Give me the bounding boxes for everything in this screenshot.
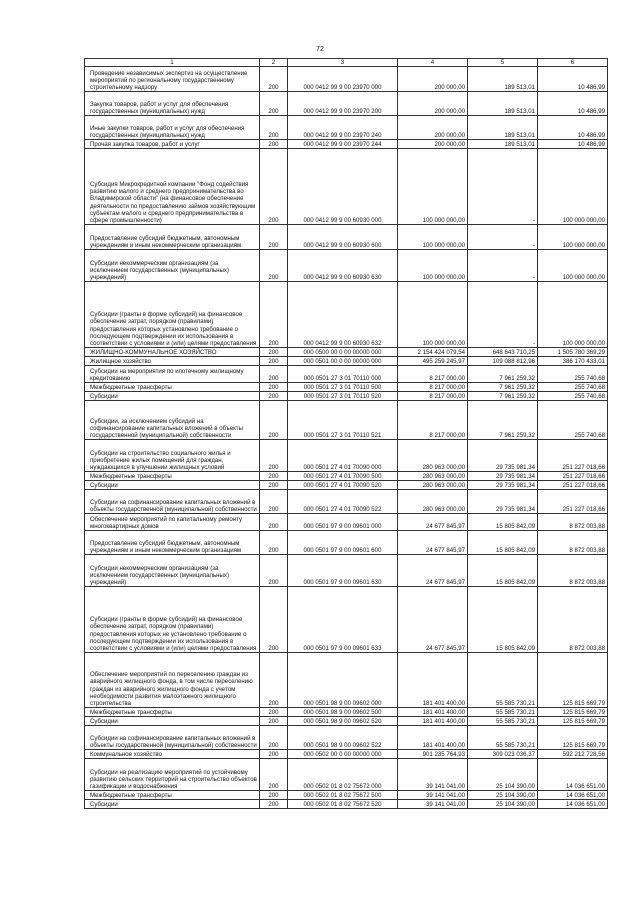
row-code: 200 [260,357,288,366]
row-planned-amount: 24 677 845,97 [398,531,468,555]
row-code: 200 [260,149,288,225]
row-name: Коммунальное хозяйство [85,750,260,759]
row-executed-amount: 25 104 390,00 [468,800,538,809]
row-planned-amount: 280 963 000,00 [398,440,468,472]
table-row [85,791,608,800]
row-executed-amount: 7 961 259,32 [468,392,538,401]
row-remaining-amount: 125 815 669,79 [538,726,608,750]
row-classification-code: 000 0501 98 9 00 09602 520 [288,717,398,726]
row-executed-amount: 25 104 390,00 [468,791,538,800]
row-code: 200 [260,481,288,490]
table-row [85,348,608,357]
row-code: 200 [260,383,288,392]
row-name: Проведение независимых экспертиз на осуществление мероприятий по региональному государственному строительному надзору [85,67,260,92]
row-name: Субсидии некоммерческим организациям (за исключением государственных (муниципальных) учреждений) [85,250,260,282]
row-remaining-amount: 251 227 018,66 [538,472,608,481]
column-header: 3 [288,59,398,67]
row-name: Субсидии на строительство социального жилья и приобретение жилых помещений для граждан, нуждающихся в улучшении жилищных условий [85,440,260,472]
table-row [85,653,608,708]
table-row [85,555,608,587]
row-remaining-amount: 251 227 018,66 [538,481,608,490]
row-planned-amount: 39 141 041,00 [398,759,468,791]
row-planned-amount: 181 401 400,00 [398,717,468,726]
row-executed-amount: 189 513,01 [468,67,538,92]
row-classification-code: 000 0412 99 9 00 60930 630 [288,250,398,282]
row-executed-amount: 7 961 259,32 [468,383,538,392]
row-classification-code: 000 0501 98 9 00 09602 000 [288,653,398,708]
row-remaining-amount: 8 872 003,88 [538,531,608,555]
row-planned-amount: 280 963 000,00 [398,481,468,490]
row-remaining-amount: 10 486,99 [538,140,608,149]
row-code: 200 [260,92,288,116]
row-code: 200 [260,282,288,348]
row-planned-amount: 8 217 000,00 [398,366,468,383]
row-executed-amount: 189 513,01 [468,92,538,116]
row-executed-amount: 29 735 981,34 [468,490,538,514]
row-remaining-amount: 255 740,68 [538,366,608,383]
row-name: Субсидии некоммерческим организациям (за исключением государственных (муниципальных) учреждений) [85,555,260,587]
table-row [85,472,608,481]
table-row [85,366,608,383]
row-code: 200 [260,67,288,92]
row-classification-code: 000 0412 99 9 00 60930 632 [288,282,398,348]
row-code: 200 [260,555,288,587]
table-row [85,726,608,750]
row-remaining-amount: 125 815 669,79 [538,708,608,717]
table-row [85,531,608,555]
row-classification-code: 000 0502 01 8 02 75672 520 [288,800,398,809]
column-header: 6 [538,59,608,67]
row-code: 200 [260,225,288,250]
row-planned-amount: 200 000,00 [398,140,468,149]
row-name: Обеспечение мероприятий по капитальному ремонту многоквартирных домов [85,514,260,531]
row-classification-code: 000 0501 97 9 00 09601 000 [288,514,398,531]
row-remaining-amount: 386 170 433,01 [538,357,608,366]
row-classification-code: 000 0501 97 9 00 09601 633 [288,587,398,653]
row-executed-amount: 189 513,01 [468,116,538,140]
row-code: 200 [260,366,288,383]
budget-table [84,58,608,809]
row-name: Субсидии, за исключением субсидий на софинансирование капитальных вложений в объекты государственной (муниципальной) собственности [85,401,260,440]
table-row [85,383,608,392]
row-executed-amount: 29 735 981,34 [468,440,538,472]
row-code: 200 [260,401,288,440]
table-row [85,759,608,791]
row-name: ЖИЛИЩНО-КОММУНАЛЬНОЕ ХОЗЯЙСТВО [85,348,260,357]
row-name: Межбюджетные трансферты [85,472,260,481]
row-classification-code: 000 0501 27 3 01 70110 521 [288,401,398,440]
row-code: 200 [260,717,288,726]
row-classification-code: 000 0501 97 9 00 09601 630 [288,555,398,587]
row-executed-amount: 55 585 730,21 [468,708,538,717]
row-classification-code: 000 0501 27 4 01 70090 520 [288,481,398,490]
row-remaining-amount: 251 227 018,66 [538,490,608,514]
row-planned-amount: 181 401 400,00 [398,653,468,708]
row-name: Иные закупки товаров, работ и услуг для обеспечения государственных (муниципальных) нужд [85,116,260,140]
row-name: Обеспечение мероприятий по переселению граждан из аварийного жилищного фонда, в том числе переселению граждан из аварийного жилищного фонда с учетом необходимости развития малоэтажного жилищного строительства [85,653,260,708]
row-remaining-amount: 592 212 728,56 [538,750,608,759]
row-executed-amount: 7 961 259,32 [468,366,538,383]
row-name: Предоставление субсидий бюджетным, автономным учреждениям и иным некоммерческим организациям [85,531,260,555]
row-remaining-amount: 255 740,68 [538,392,608,401]
table-row [85,225,608,250]
row-code: 200 [260,587,288,653]
row-code: 200 [260,791,288,800]
row-classification-code: 000 0500 00 0 00 00000 000 [288,348,398,357]
row-code: 200 [260,531,288,555]
row-name: Субсидии (гранты в форме субсидий) на финансовое обеспечение затрат, порядком (правилами) предоставления которых не установлено требование о последующем подтверждении их использования в соответствии с условиями и (или) целями предоставления [85,587,260,653]
row-remaining-amount: 100 000 000,00 [538,282,608,348]
row-planned-amount: 181 401 400,00 [398,726,468,750]
row-remaining-amount: 100 000 000,00 [538,250,608,282]
row-planned-amount: 24 677 845,97 [398,555,468,587]
header-row [85,59,608,67]
table-row [85,800,608,809]
row-name: Субсидии [85,717,260,726]
row-name: Субсидии [85,800,260,809]
row-remaining-amount: 8 872 003,88 [538,555,608,587]
row-classification-code: 000 0412 99 9 00 60930 600 [288,225,398,250]
row-remaining-amount: 10 486,99 [538,116,608,140]
row-classification-code: 000 0502 01 8 02 75672 500 [288,791,398,800]
table-row [85,140,608,149]
row-code: 200 [260,750,288,759]
row-remaining-amount: 10 486,99 [538,67,608,92]
row-executed-amount: 109 088 812,96 [468,357,538,366]
row-planned-amount: 100 000 000,00 [398,282,468,348]
row-code: 200 [260,348,288,357]
row-executed-amount: 15 805 842,09 [468,531,538,555]
row-planned-amount: 901 235 764,93 [398,750,468,759]
row-executed-amount: 29 735 981,34 [468,472,538,481]
table-row [85,357,608,366]
row-name: Жилищное хозяйство [85,357,260,366]
row-planned-amount: 200 000,00 [398,116,468,140]
row-code: 200 [260,759,288,791]
row-name: Прочая закупка товаров, работ и услуг [85,140,260,149]
row-classification-code: 000 0412 99 9 00 23970 200 [288,92,398,116]
row-remaining-amount: 255 740,68 [538,383,608,392]
row-classification-code: 000 0502 00 0 00 00000 000 [288,750,398,759]
table-row [85,440,608,472]
row-classification-code: 000 0501 00 0 00 00000 000 [288,357,398,366]
row-executed-amount: 25 104 390,00 [468,759,538,791]
row-name: Субсидии на мероприятия по ипотечному жилищному кредитованию [85,366,260,383]
row-name: Закупка товаров, работ и услуг для обеспечения государственных (муниципальных) нужд [85,92,260,116]
table-row [85,587,608,653]
row-classification-code: 000 0501 27 4 01 70090 522 [288,490,398,514]
row-planned-amount: 100 000 000,00 [398,250,468,282]
table-row [85,149,608,225]
row-classification-code: 000 0412 99 9 00 23970 000 [288,67,398,92]
row-executed-amount: 309 023 036,37 [468,750,538,759]
row-executed-amount: 648 643 710,25 [468,348,538,357]
row-classification-code: 000 0501 27 4 01 70090 000 [288,440,398,472]
row-executed-amount: - [468,282,538,348]
row-remaining-amount: 14 036 651,00 [538,800,608,809]
row-planned-amount: 39 141 041,00 [398,800,468,809]
row-executed-amount: 15 805 842,09 [468,555,538,587]
row-executed-amount: 7 961 259,32 [468,401,538,440]
row-classification-code: 000 0501 27 4 01 70090 500 [288,472,398,481]
row-code: 200 [260,250,288,282]
row-name: Субсидии [85,481,260,490]
column-header: 2 [260,59,288,67]
row-executed-amount: 55 585 730,21 [468,717,538,726]
row-planned-amount: 280 963 000,00 [398,490,468,514]
row-classification-code: 000 0501 98 9 00 09602 500 [288,708,398,717]
row-planned-amount: 39 141 041,00 [398,791,468,800]
row-name: Межбюджетные трансферты [85,383,260,392]
row-name: Субсидии на софинансирование капитальных вложений в объекты государственной (муниципальной) собственности [85,490,260,514]
row-code: 200 [260,440,288,472]
row-code: 200 [260,653,288,708]
row-name: Субсидия Микрокредитной компании "Фонд содействия развитию малого и среднего предпринимательства во Владимирской области" (на финансовое обеспечение деятельности по предоставлению займов хозяйствующим субъектам малого и среднего предпринимательства в сфере промышленности) [85,149,260,225]
row-executed-amount: - [468,225,538,250]
row-code: 200 [260,490,288,514]
column-header: 4 [398,59,468,67]
row-executed-amount: 55 585 730,21 [468,726,538,750]
table-row [85,514,608,531]
row-code: 200 [260,708,288,717]
row-executed-amount: 189 513,01 [468,140,538,149]
row-remaining-amount: 125 815 669,79 [538,653,608,708]
table-row [85,750,608,759]
page-number: 72 [316,46,324,53]
row-planned-amount: 8 217 000,00 [398,383,468,392]
row-name: Субсидии на софинансирование капитальных вложений в объекты государственной (муниципальной) собственности [85,726,260,750]
row-executed-amount: 15 805 842,09 [468,587,538,653]
row-classification-code: 000 0501 97 9 00 09601 600 [288,531,398,555]
row-remaining-amount: 14 036 651,00 [538,791,608,800]
row-planned-amount: 8 217 000,00 [398,401,468,440]
row-executed-amount: - [468,250,538,282]
row-classification-code: 000 0501 27 3 01 70110 520 [288,392,398,401]
table-row [85,250,608,282]
row-classification-code: 000 0501 98 9 00 09602 522 [288,726,398,750]
row-planned-amount: 181 401 400,00 [398,708,468,717]
table-row [85,490,608,514]
row-code: 200 [260,140,288,149]
row-code: 200 [260,472,288,481]
row-executed-amount: 29 735 981,34 [468,481,538,490]
table-row [85,116,608,140]
row-planned-amount: 2 154 424 079,54 [398,348,468,357]
row-classification-code: 000 0502 01 8 02 75672 000 [288,759,398,791]
row-name: Межбюджетные трансферты [85,708,260,717]
row-name: Субсидии на реализацию мероприятий по устойчивому развитию сельских территорий на строительство объектов газификации и водоснабжения [85,759,260,791]
row-code: 200 [260,514,288,531]
table-row [85,67,608,92]
row-classification-code: 000 0501 27 3 01 70110 000 [288,366,398,383]
row-name: Предоставление субсидий бюджетным, автономным учреждениям и иным некоммерческим организациям [85,225,260,250]
row-name: Субсидии (гранты в форме субсидий) на финансовое обеспечение затрат, порядком (правилами) предоставления которых установлено требование о последующем подтверждении их использования в соответствии с условиями и (или) целями предоставления [85,282,260,348]
column-header: 1 [85,59,260,67]
row-planned-amount: 100 000 000,00 [398,149,468,225]
row-planned-amount: 100 000 000,00 [398,225,468,250]
row-remaining-amount: 1 505 780 369,29 [538,348,608,357]
row-classification-code: 000 0412 99 9 00 60930 000 [288,149,398,225]
table-row [85,401,608,440]
row-remaining-amount: 10 486,99 [538,92,608,116]
row-code: 200 [260,726,288,750]
row-name: Межбюджетные трансферты [85,791,260,800]
row-remaining-amount: 251 227 018,66 [538,440,608,472]
row-planned-amount: 8 217 000,00 [398,392,468,401]
table-row [85,392,608,401]
row-remaining-amount: 100 000 000,00 [538,149,608,225]
row-remaining-amount: 14 036 651,00 [538,759,608,791]
row-classification-code: 000 0412 99 9 00 23970 240 [288,116,398,140]
row-planned-amount: 280 963 000,00 [398,472,468,481]
table-row [85,282,608,348]
row-executed-amount: 15 805 842,09 [468,514,538,531]
row-classification-code: 000 0412 99 9 00 23970 244 [288,140,398,149]
row-code: 200 [260,800,288,809]
row-remaining-amount: 125 815 669,79 [538,717,608,726]
row-executed-amount: 55 585 730,21 [468,653,538,708]
row-classification-code: 000 0501 27 3 01 70110 500 [288,383,398,392]
row-code: 200 [260,116,288,140]
row-planned-amount: 495 259 245,97 [398,357,468,366]
table-row [85,708,608,717]
row-remaining-amount: 100 000 000,00 [538,225,608,250]
row-remaining-amount: 8 872 003,88 [538,514,608,531]
row-executed-amount: - [468,149,538,225]
row-name: Субсидии [85,392,260,401]
row-planned-amount: 24 677 845,97 [398,587,468,653]
row-planned-amount: 24 677 845,97 [398,514,468,531]
row-remaining-amount: 8 872 003,88 [538,587,608,653]
table-row [85,481,608,490]
row-remaining-amount: 255 740,68 [538,401,608,440]
row-planned-amount: 200 000,00 [398,67,468,92]
table-row [85,717,608,726]
row-code: 200 [260,392,288,401]
table-row [85,92,608,116]
row-planned-amount: 200 000,00 [398,92,468,116]
column-header: 5 [468,59,538,67]
